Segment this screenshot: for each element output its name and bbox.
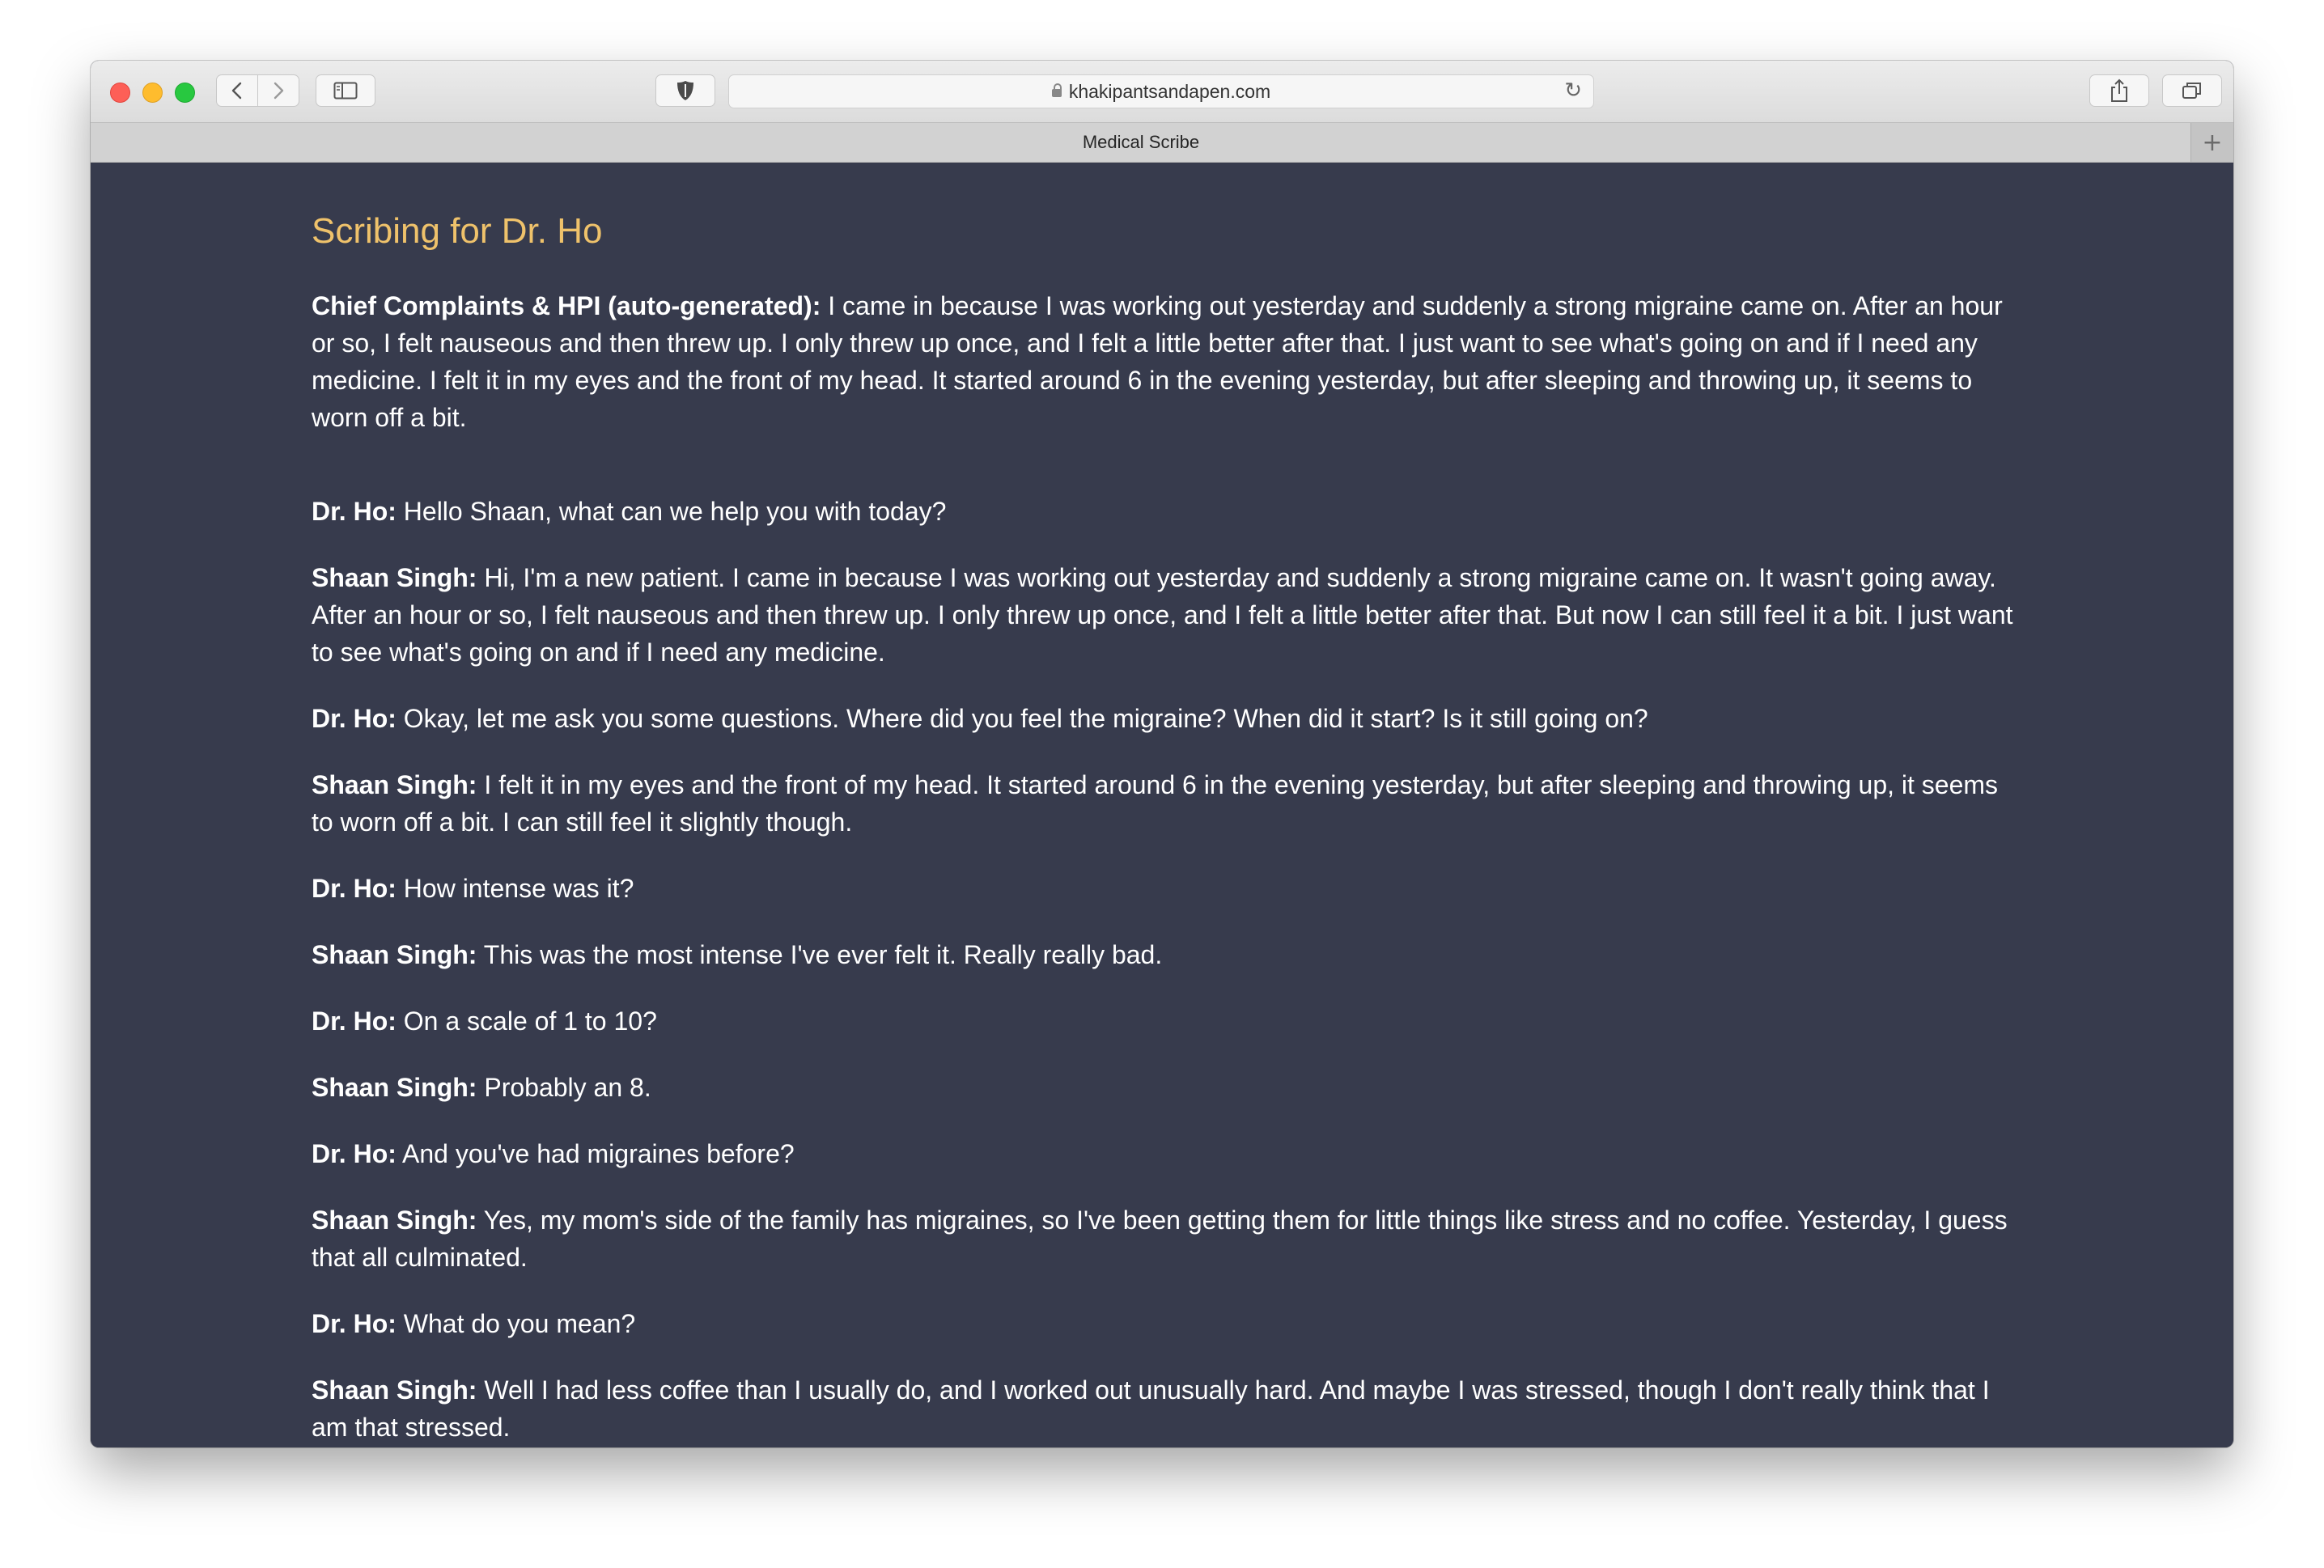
- speaker-name: Shaan Singh:: [312, 770, 477, 799]
- transcript-line: [312, 1002, 2019, 1040]
- speaker-name: Dr. Ho:: [312, 1006, 397, 1036]
- tab-medical-scribe[interactable]: [91, 123, 2191, 162]
- url-text: khakipantsandapen.com: [1068, 80, 1271, 102]
- sidebar-icon: [333, 82, 358, 100]
- speaker-name: Shaan Singh:: [312, 563, 477, 592]
- minimize-window-button[interactable]: [142, 83, 163, 103]
- sidebar-toggle-button[interactable]: [316, 74, 375, 107]
- transcript-line: [312, 559, 2019, 671]
- utterance-text: Well I had less coffee than I usually do, and I worked out unusually hard. And maybe I was stressed, though I don't really think that I am that stressed.: [312, 1375, 1990, 1442]
- transcript-line: [312, 700, 2019, 737]
- utterance-text: This was the most intense I've ever felt it. Really really bad.: [477, 940, 1163, 969]
- speaker-name: Dr. Ho:: [312, 497, 397, 526]
- share-button[interactable]: [2089, 74, 2149, 107]
- page-content[interactable]: [91, 163, 2233, 1447]
- speaker-name: Dr. Ho:: [312, 874, 397, 903]
- utterance-text: Hi, I'm a new patient. I came in because I was working out yesterday and suddenly a strong migraine came on. It wasn't going away. After an hour or so, I felt nauseous and then threw up. I only threw up once, and I felt a little better after that. But now I can still feel it a bit. I just want to see what's going on and if I need any medicine.: [312, 563, 2013, 667]
- speaker-name: Shaan Singh:: [312, 1375, 477, 1405]
- transcript-line: [312, 766, 2019, 841]
- page-inner: [312, 163, 2019, 1447]
- browser-window: [91, 61, 2233, 1447]
- speaker-name: Shaan Singh:: [312, 940, 477, 969]
- tab-title-text: Medical Scribe: [1082, 132, 1200, 152]
- lock-icon: [1052, 89, 1062, 97]
- speaker-name: Dr. Ho:: [312, 1139, 397, 1168]
- speaker-name: Shaan Singh:: [312, 1073, 477, 1102]
- transcript-line: [312, 870, 2019, 907]
- transcript-line: [312, 1069, 2019, 1106]
- transcript: [312, 493, 2019, 1446]
- utterance-text: Yes, my mom's side of the family has migraines, so I've been getting them for little things like stress and no coffee. Yesterday, I guess that all culminated.: [312, 1206, 2008, 1272]
- zoom-window-button[interactable]: [175, 83, 195, 103]
- back-button[interactable]: [216, 74, 258, 107]
- utterance-text: I felt it in my eyes and the front of my head. It started around 6 in the evening yesterday, but after sleeping and throwing up, it seems to worn off a bit. I can still feel it slightly though.: [312, 770, 1999, 837]
- speaker-name: Dr. Ho:: [312, 704, 397, 733]
- forward-button[interactable]: [257, 74, 299, 107]
- plus-icon: +: [2202, 128, 2223, 157]
- transcript-line: [312, 1201, 2019, 1276]
- utterance-text: How intense was it?: [396, 874, 634, 903]
- speaker-name: Shaan Singh:: [312, 1206, 477, 1235]
- speaker-name: Dr. Ho:: [312, 1309, 397, 1338]
- transcript-line: [312, 936, 2019, 973]
- tab-bar: [91, 122, 2233, 163]
- utterance-text: Hello Shaan, what can we help you with today?: [396, 497, 947, 526]
- page-title: Scribing for Dr. Ho: [312, 211, 603, 251]
- utterance-text: And you've had migraines before?: [396, 1139, 795, 1168]
- hpi-paragraph: [312, 287, 2019, 436]
- transcript-line: [312, 493, 2019, 530]
- transcript-line: [312, 1371, 2019, 1446]
- hpi-label: Chief Complaints & HPI (auto-generated):: [312, 291, 821, 320]
- share-icon: [2110, 78, 2129, 103]
- privacy-report-button[interactable]: [655, 74, 715, 107]
- reload-icon[interactable]: ↻: [1564, 78, 1582, 103]
- utterance-text: What do you mean?: [396, 1309, 636, 1338]
- address-bar[interactable]: [728, 74, 1594, 108]
- hpi-text: I came in because I was working out yesterday and suddenly a strong migraine came on. After an hour or so, I felt nauseous and then threw up. I only threw up once, and I felt a little better after that. I just want to see what's going on and if I need any medicine. I felt it in my eyes and the front of my head. It started around 6 in the evening yesterday, but after sleeping and throwing up, it seems to worn off a bit.: [312, 291, 2003, 432]
- utterance-text: Probably an 8.: [477, 1073, 651, 1102]
- chevron-left-icon: [231, 82, 244, 100]
- transcript-line: [312, 1305, 2019, 1342]
- chevron-right-icon: [272, 82, 285, 100]
- utterance-text: Okay, let me ask you some questions. Where did you feel the migraine? When did it start? Is it still going on?: [396, 704, 1648, 733]
- shield-icon: [675, 79, 696, 102]
- address-url[interactable]: [729, 75, 1593, 108]
- tab-overview-button[interactable]: [2162, 74, 2222, 107]
- tabs-icon: [2182, 81, 2203, 100]
- transcript-line: [312, 1135, 2019, 1172]
- close-window-button[interactable]: [110, 83, 130, 103]
- browser-toolbar: [91, 61, 2233, 122]
- new-tab-button[interactable]: [2190, 123, 2233, 162]
- utterance-text: On a scale of 1 to 10?: [396, 1006, 657, 1036]
